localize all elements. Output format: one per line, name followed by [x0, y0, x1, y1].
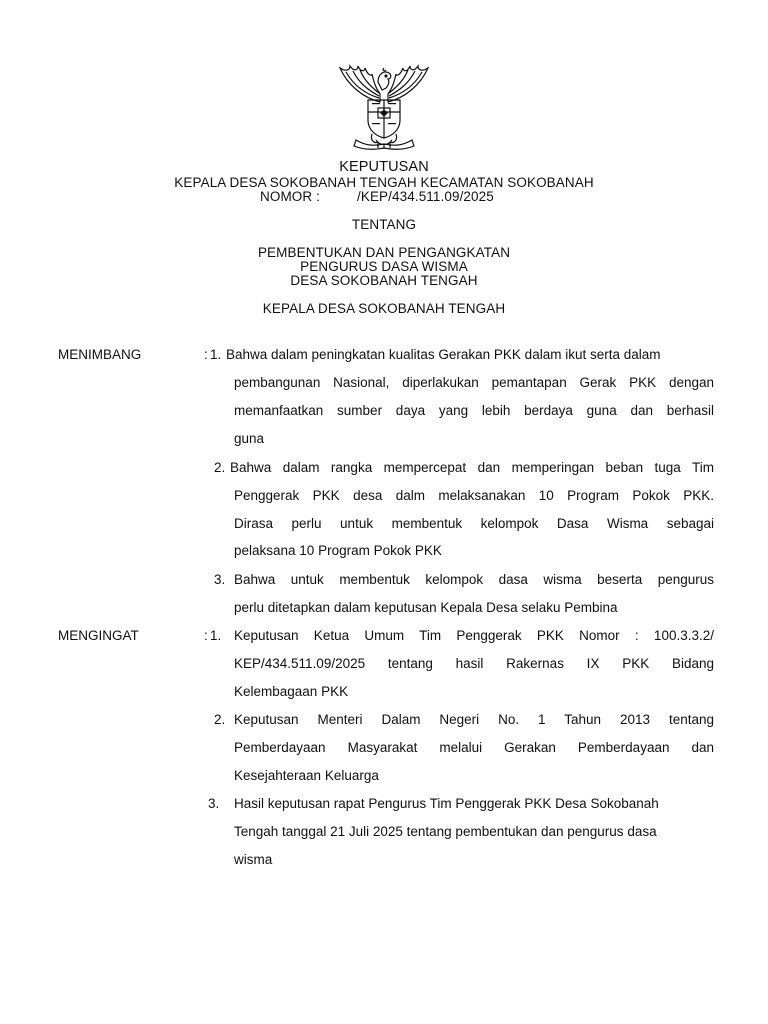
mengingat-colon: : [204, 628, 208, 643]
item-number: 1. [210, 628, 222, 643]
item-text: pelaksana 10 Program Pokok PKK [234, 543, 442, 558]
mengingat-item-3-line-3 [0, 852, 768, 880]
menimbang-item-3-line-1 [0, 572, 768, 600]
item-number: 2. [214, 460, 226, 475]
item-text: Hasil keputusan rapat Pengurus Tim Penggerak PKK Desa Sokobanah [234, 796, 659, 811]
item-text: Dirasa perlu untuk membentuk kelompok Dasa Wisma sebagai [234, 516, 714, 531]
item-text: Tengah tanggal 21 Juli 2025 tentang pembentukan dan pengurus dasa [234, 824, 657, 839]
mengingat-item-2-line-2 [0, 740, 768, 768]
mengingat-item-2-line-3 [0, 768, 768, 796]
menimbang-item-2-line-3 [0, 516, 768, 544]
menimbang-item-3-line-2 [0, 600, 768, 628]
issuer-line: KEPALA DESA SOKOBANAH TENGAH KECAMATAN SOKOBANAH [174, 175, 594, 190]
item-text: guna [234, 431, 265, 446]
document-title: KEPUTUSAN [339, 159, 429, 175]
item-text: Bahwa dalam peningkatan kualitas Gerakan PKK dalam ikut serta dalam [226, 347, 661, 362]
menimbang-item-1-line-3 [0, 403, 768, 431]
subject-line-2: PENGURUS DASA WISMA [300, 259, 468, 274]
item-number: 1. [210, 347, 222, 362]
item-text: Keputusan Ketua Umum Tim Penggerak PKK Nomor : 100.3.3.2/ [234, 628, 714, 643]
item-text: perlu ditetapkan dalam keputusan Kepala Desa selaku Pembina [234, 600, 618, 615]
subject-line-1: PEMBENTUKAN DAN PENGANGKATAN [257, 245, 511, 260]
item-text: Bahwa untuk membentuk kelompok dasa wisma beserta pengurus [234, 572, 714, 587]
item-number: 2. [214, 712, 226, 727]
mengingat-item-1-line-3 [0, 684, 768, 712]
menimbang-item-2-line-2 [0, 488, 768, 516]
garuda-emblem-icon [334, 60, 434, 152]
menimbang-colon: : [204, 347, 208, 362]
about-heading: TENTANG [351, 217, 417, 232]
item-text: Kesejahteraan Keluarga [234, 768, 379, 783]
menimbang-item-1-line-4 [0, 431, 768, 459]
item-text: wisma [234, 852, 273, 867]
item-text: Kelembagaan PKK [234, 684, 349, 699]
item-number: 3. [214, 572, 226, 587]
item-text: memanfaatkan sumber daya yang lebih berdaya guna dan berhasil [234, 403, 714, 418]
mengingat-item-3-line-2 [0, 824, 768, 852]
menimbang-item-2-line-1 [0, 460, 768, 488]
signatory-heading: KEPALA DESA SOKOBANAH TENGAH [262, 301, 506, 316]
menimbang-item-2-line-4 [0, 543, 768, 571]
item-text: Pemberdayaan Masyarakat melalui Gerakan Pemberdayaan dan [234, 740, 714, 755]
mengingat-item-3-line-1 [0, 796, 768, 824]
number-value: /KEP/434.511.09/2025 [357, 189, 494, 204]
item-text: Keputusan Menteri Dalam Negeri No. 1 Tahun 2013 tentang [234, 712, 714, 727]
subject-line-3: DESA SOKOBANAH TENGAH [290, 273, 478, 288]
mengingat-item-1-line-1 [0, 628, 768, 656]
mengingat-item-2-line-1 [0, 712, 768, 740]
menimbang-item-1-line-1 [0, 347, 768, 375]
mengingat-item-1-line-2 [0, 656, 768, 684]
menimbang-item-1-line-2 [0, 375, 768, 403]
item-number: 3. [208, 796, 220, 811]
item-text: Bahwa dalam rangka mempercepat dan memperingan beban tuga Tim [230, 460, 714, 475]
item-text: Penggerak PKK desa dalm melaksanakan 10 Program Pokok PKK. [234, 488, 714, 503]
menimbang-label: MENIMBANG [58, 347, 142, 362]
number-label: NOMOR : [260, 189, 320, 204]
item-text: KEP/434.511.09/2025 tentang hasil Rakernas IX PKK Bidang [234, 656, 714, 671]
item-text: pembangunan Nasional, diperlakukan pemantapan Gerak PKK dengan [234, 375, 714, 390]
mengingat-label: MENGINGAT [58, 628, 139, 643]
